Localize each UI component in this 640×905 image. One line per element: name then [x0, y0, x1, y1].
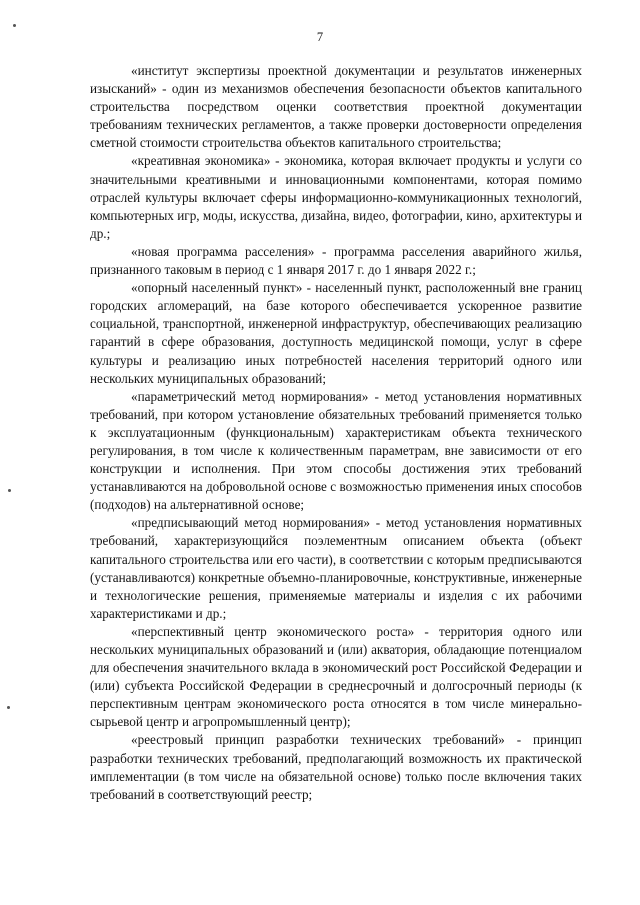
scan-mark-top	[13, 24, 16, 27]
page-number: 7	[316, 30, 324, 44]
definition-paragraph-registry-principle: «реестровый принцип разработки технических требований» - принцип разработки технических требований, предполагающий возможность их практической имплементации (в том числе на обязательной основе) только после включения таких требований в соответствующий реестр;	[90, 732, 582, 802]
definition-paragraph-parametric-method: «параметрический метод нормирования» - метод установления нормативных требований, при котором установление обязательных требований применяется только к эксплуатационным (функциональным) характеристикам объекта технического регулирования, в том числе к количественным параметрам, вне зависимости от его конструкции и исполнения. При этом способы достижения этих требований устанавливаются на добровольной основе с возможностью применения иных способов (подходов) на альтернативной основе;	[90, 388, 582, 513]
definition-paragraph-creative-economy: «креативная экономика» - экономика, которая включает продукты и услуги со значительными креативными и инновационными компонентами, которая помимо отраслей культуры включает сферы информационно-коммуникационных технологий, компьютерных игр, моды, искусства, дизайна, видео, фотографии, кино, архитектуры и др.;	[90, 153, 582, 241]
document-body	[90, 62, 582, 804]
definition-paragraph-new-resettlement-program: «новая программа расселения» - программа расселения аварийного жилья, признанного таковым в период с 1 января 2017 г. до 1 января 2022 г.;	[90, 243, 582, 278]
definition-paragraph-prescriptive-method: «предписывающий метод нормирования» - метод установления нормативных требований, характеризующийся поэлементным описанием объекта (объект капитального строительства или его части), в соответствии с которым предписываются (устанавливаются) конкретные объемно-планировочные, конструктивные, инженерные и технологические решения, применяемые материалы и изделия с их рабочими характеристиками и др.;	[90, 515, 582, 621]
definition-paragraph-expertise-institute: «институт экспертизы проектной документации и результатов инженерных изысканий» - один из механизмов обеспечения безопасности объектов капитального строительства посредством оценки соответствия проектной документации требованиям технических регламентов, а также проверки достоверности определения сметной стоимости строительства объектов капитального строительства;	[90, 63, 582, 151]
definition-paragraph-support-settlement: «опорный населенный пункт» - населенный пункт, расположенный вне границ городских агломераций, на базе которого обеспечивается ускоренное развитие социальной, транспортной, инженерной инфраструктур, обеспечивающих реализацию гарантий в сфере образования, доступность медицинской помощи, услуг в сфере культуры и реализацию иных потребностей населения территорий одного или нескольких муниципальных образований;	[90, 280, 582, 386]
definition-paragraph-growth-center: «перспективный центр экономического роста» - территория одного или нескольких муниципальных образований и (или) акватория, обладающие потенциалом для обеспечения значительного вклада в экономический рост Российской Федерации и (или) субъекта Российской Федерации в среднесрочный и долгосрочный периоды (к перспективным центрам экономического роста относятся в том числе минерально-сырьевой центр и агропромышленный центр);	[90, 623, 582, 730]
scan-mark-lower	[7, 706, 10, 709]
scan-mark-middle	[8, 489, 11, 492]
